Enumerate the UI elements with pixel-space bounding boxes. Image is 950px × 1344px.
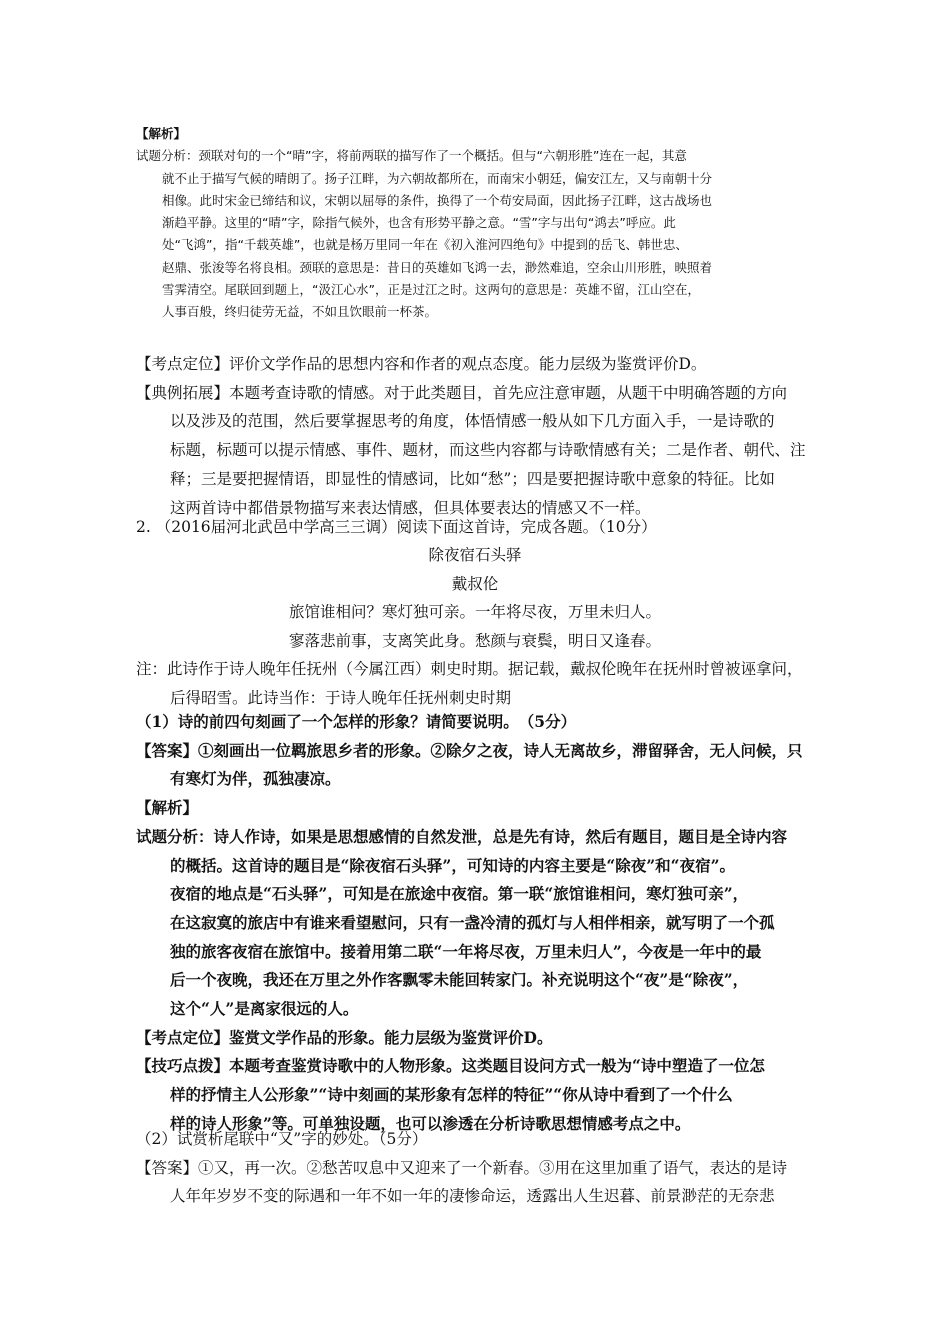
analysis-line: 这个“人”是离家很远的人。 (170, 999, 359, 1019)
extension-line: 释；三是要把握情语，即显性的情感词，比如“愁”；四是要把握诗歌中意象的特征。比如 (170, 469, 775, 488)
answer-line: 【答案】①刻画出一位羁旅思乡者的形象。②除夕之夜，诗人无离故乡，滞留驿舍，无人问候，只 (136, 740, 803, 760)
question-2: 2. （2016届河北武邑中学高三三调）阅读下面这首诗，完成各题。（10分） (136, 518, 657, 536)
analysis-line: 试题分析：颈联对句的一个“晴”字，将前两联的描写作了一个概括。但与“六朝形胜”连在一起，其意 (136, 148, 687, 164)
analysis-line: 后一个夜晚，我还在万里之外作客飘零未能回转家门。补充说明这个“夜”是“除夜”， (170, 970, 749, 990)
exam-point-1: 【考点定位】评价文学作品的思想内容和作者的观点态度。能力层级为鉴赏评价D。 (136, 355, 707, 373)
analysis-line: 的概括。这首诗的题目是“除夜宿石头驿”，可知诗的内容主要是“除夜”和“夜宿”。 (170, 855, 735, 875)
poem-title: 除夜宿石头驿 (428, 546, 522, 564)
analysis-line: 就不止于描写气候的晴朗了。扬子江畔，为六朝故都所在，而南宋小朝廷，偏安江左，又与南朝十分 (162, 170, 713, 186)
answer-line: 人年年岁岁不变的际遇和一年不如一年的凄惨命运，透露出人生迟暮、前景渺茫的无奈悲 (170, 1187, 775, 1206)
poem-note (136, 655, 836, 712)
note-line: 后得昭雪。此诗当作：于诗人晚年任抚州刺史时期 (170, 688, 512, 707)
analysis-line: 在这寂寞的旅店中有谁来看望慰问，只有一盏冷清的孤灯与人相伴相亲，就写明了一个孤 (170, 912, 775, 932)
tip-line: 【技巧点拨】本题考查鉴赏诗歌中的人物形象。这类题目设问方式一般为“诗中塑造了一位怎 (136, 1056, 765, 1076)
analysis-line: 渐趋平静。这里的“晴”字，除指气候外，也含有形势平静之意。“雪”字与出句“鸿去”呼应。此 (162, 215, 676, 231)
extension-line: 这两首诗中都借景物描写来表达情感，但具体要表达的情感又不一样。 (170, 498, 651, 517)
analysis-line: 人事百般，终归徒劳无益，不如且饮眼前一杯茶。 (162, 304, 438, 320)
analysis-section-1 (136, 123, 736, 324)
analysis-line: 处“飞鸿”，指“千载英雄”，也就是杨万里同一年在《初入淮河四绝句》中提到的岳飞、韩世忠、 (162, 237, 688, 253)
analysis-line: 独的旅客夜宿在旅馆中。接着用第二联“一年将尽夜，万里未归人”，今夜是一年中的最 (170, 941, 762, 961)
analysis-line: 雪霁清空。尾联回到题上，“汲江心水”，正是过江之时。这两句的意思是：英雄不留，江山空在， (162, 282, 700, 298)
sub-question-2 (136, 1125, 836, 1211)
answer-line: 【答案】①又，再一次。②愁苦叹息中又迎来了一个新春。③用在这里加重了语气，表达的是诗 (136, 1158, 788, 1177)
extension-line: 标题，标题可以提示情感、事件、题材，而这些内容都与诗歌情感有关；二是作者、朝代、注 (170, 441, 806, 460)
tip-line: 样的抒情主人公形象”“诗中刻画的某形象有怎样的特征”“你从诗中看到了一个什么 (170, 1085, 733, 1105)
poem-line: 寥落悲前事，支离笑此身。愁颜与衰鬓，明日又逢春。 (288, 632, 661, 651)
extension-line: 【典例拓展】本题考查诗歌的情感。对于此类题目，首先应注意审题，从题干中明确答题的方向 (136, 383, 788, 402)
analysis-line: 相像。此时宋金已缔结和议，宋朝以屈辱的条件，换得了一个苟安局面，因此扬子江畔，这古战场也 (162, 192, 713, 208)
sub-question-1 (136, 708, 836, 1139)
exam-point-2: 【考点定位】鉴赏文学作品的形象。能力层级为鉴赏评价D。 (136, 1027, 553, 1047)
tip-line: 样的诗人形象”等。可单独设题，也可以渗透在分析诗歌思想情感考点之中。 (170, 1113, 691, 1133)
answer-line: 有寒灯为伴，孤独凄凉。 (170, 769, 341, 789)
poem-block (136, 541, 814, 656)
analysis-heading: 【解析】 (136, 798, 199, 818)
note-line: 注：此诗作于诗人晚年任抚州（今属江西）刺史时期。据记载，戴叔伦晚年在抚州时曾被诬拿问， (136, 660, 803, 678)
analysis-line: 夜宿的地点是“石头驿”，可知是在旅途中夜宿。第一联“旅馆谁相问，寒灯独可亲”， (170, 884, 749, 904)
extension-line: 以及涉及的范围，然后要掌握思考的角度，体悟情感一般从如下几方面入手，一是诗歌的 (170, 412, 775, 431)
analysis-line: 赵鼎、张浚等名将良相。颈联的意思是：昔日的英雄如飞鸿一去，渺然难追，空余山川形胜，映照着 (162, 259, 713, 275)
analysis-line: 试题分析：诗人作诗，如果是思想感情的自然发泄，总是先有诗，然后有题目，题目是全诗内容 (136, 826, 788, 846)
sub-question-1-text: （1）诗的前四句刻画了一个怎样的形象？请简要说明。 （5分） (136, 712, 577, 731)
exam-point-section (136, 350, 836, 522)
sub-question-2-text: （2）试赏析尾联中“又”字的妙处。（5分） (136, 1130, 428, 1148)
poem-author: 戴叔伦 (451, 574, 499, 593)
poem-line: 旅馆谁相问？寒灯独可亲。一年将尽夜，万里未归人。 (288, 603, 661, 622)
analysis-heading: 【解析】 (136, 126, 187, 141)
